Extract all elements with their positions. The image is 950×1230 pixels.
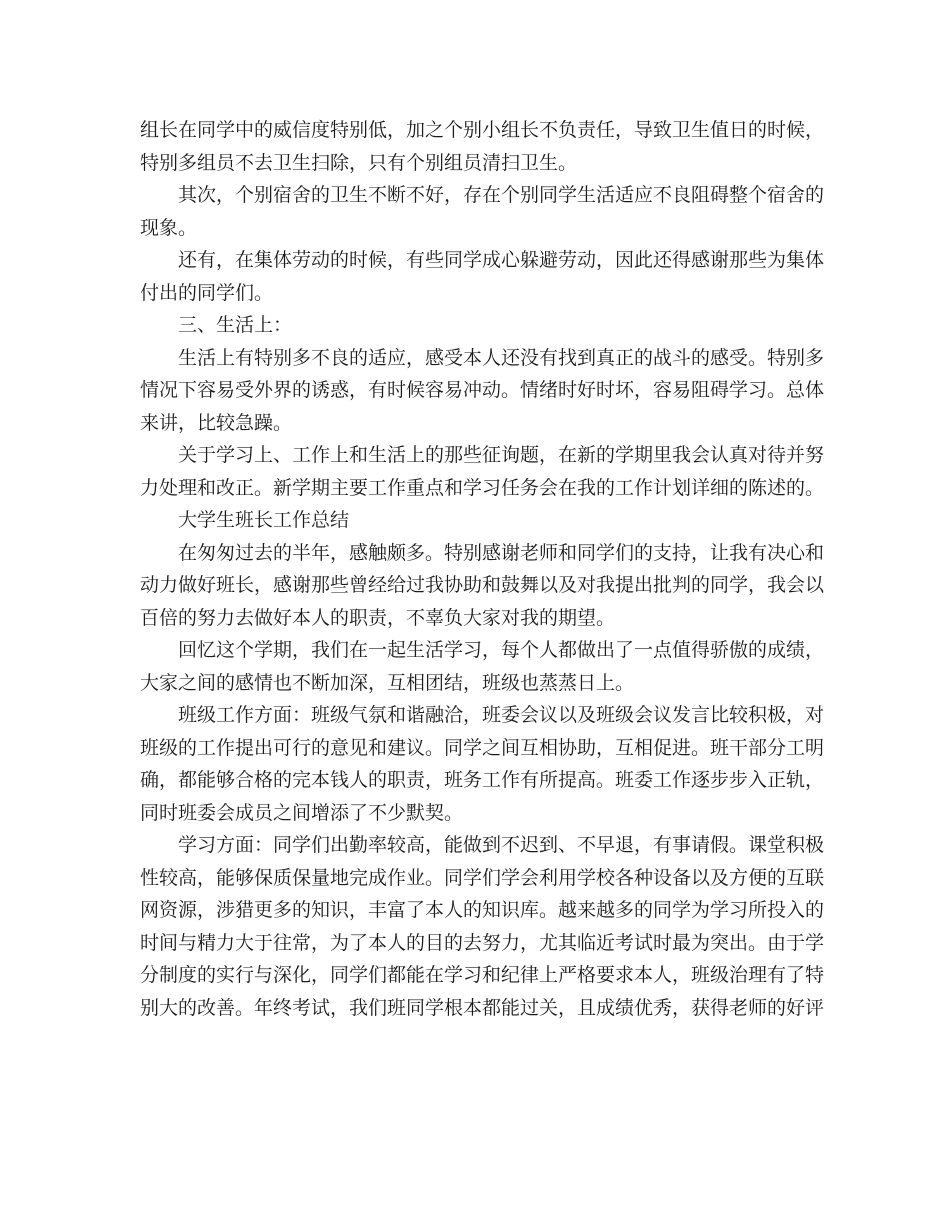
- text-line: 别大的改善。年终考试，我们班同学根本都能过关，且成绩优秀，获得老师的好评: [140, 996, 825, 1019]
- text-line: 力处理和改正。新学期主要工作重点和学习任务会在我的工作计划详细的陈述的。: [140, 476, 825, 499]
- text-line: 班级的工作提出可行的意见和建议。同学之间互相协助，互相促进。班干部分工明: [140, 736, 825, 759]
- text-line: 同时班委会成员之间增添了不少默契。: [140, 801, 464, 824]
- text-line: 动力做好班长，感谢那些曾经给过我协助和鼓舞以及对我提出批判的同学，我会以: [140, 574, 825, 596]
- text-line: 时间与精力大于往常，为了本人的目的去努力，尤其临近考试时最为突出。由于学: [140, 931, 825, 954]
- text-line: 关于学习上、工作上和生活上的那些征询题，在新的学期里我会认真对待并努: [178, 444, 825, 466]
- text-line: 班级工作方面：班级气氛和谐融洽，班委会议以及班级会议发言比较积极，对: [178, 704, 825, 726]
- text-line: 付出的同学们。: [140, 281, 274, 304]
- text-line: 大学生班长工作总结: [178, 509, 350, 531]
- text-line: 确，都能够合格的完本钱人的职责，班务工作有所提高。班委工作逐步步入正轨，: [140, 769, 825, 791]
- text-line: 在匆匆过去的半年，感触颇多。特别感谢老师和同学们的支持，让我有决心和: [178, 541, 825, 564]
- text-line: 其次，个别宿舍的卫生不断不好，存在个别同学生活适应不良阻碍整个宿舍的: [178, 184, 825, 206]
- text-line: 三、生活上：: [178, 314, 293, 336]
- text-line: 网资源，涉猎更多的知识，丰富了本人的知识库。越来越多的同学为学习所投入的: [140, 899, 825, 921]
- document-body: [140, 114, 825, 1024]
- text-line: 现象。: [140, 216, 198, 239]
- text-line: 组长在同学中的威信度特别低，加之个别小组长不负责任，导致卫生值日的时候，: [140, 119, 825, 141]
- text-line: 生活上有特别多不良的适应，感受本人还没有找到真正的战斗的感受。特别多: [178, 346, 825, 369]
- text-line: 学习方面：同学们出勤率较高，能做到不迟到、不早退，有事请假。课堂积极: [178, 834, 825, 856]
- text-line: 分制度的实行与深化，同学们都能在学习和纪律上严格要求本人，班级治理有了特: [140, 964, 825, 986]
- text-line: 大家之间的感情也不断加深，互相团结，班级也蒸蒸日上。: [140, 671, 635, 694]
- text-line: 特别多组员不去卫生扫除，只有个别组员清扫卫生。: [140, 151, 578, 174]
- text-line: 还有，在集体劳动的时候，有些同学成心躲避劳动，因此还得感谢那些为集体: [178, 249, 825, 271]
- text-line: 情况下容易受外界的诱惑，有时候容易冲动。情绪时好时坏，容易阻碍学习。总体: [140, 379, 825, 401]
- text-line: 性较高，能够保质保量地完成作业。同学们学会利用学校各种设备以及方便的互联: [140, 866, 825, 889]
- text-line: 来讲，比较急躁。: [140, 411, 293, 434]
- text-line: 百倍的努力去做好本人的职责，不辜负大家对我的期望。: [140, 606, 616, 629]
- text-line: 回忆这个学期，我们在一起生活学习，每个人都做出了一点值得骄傲的成绩，: [178, 639, 825, 661]
